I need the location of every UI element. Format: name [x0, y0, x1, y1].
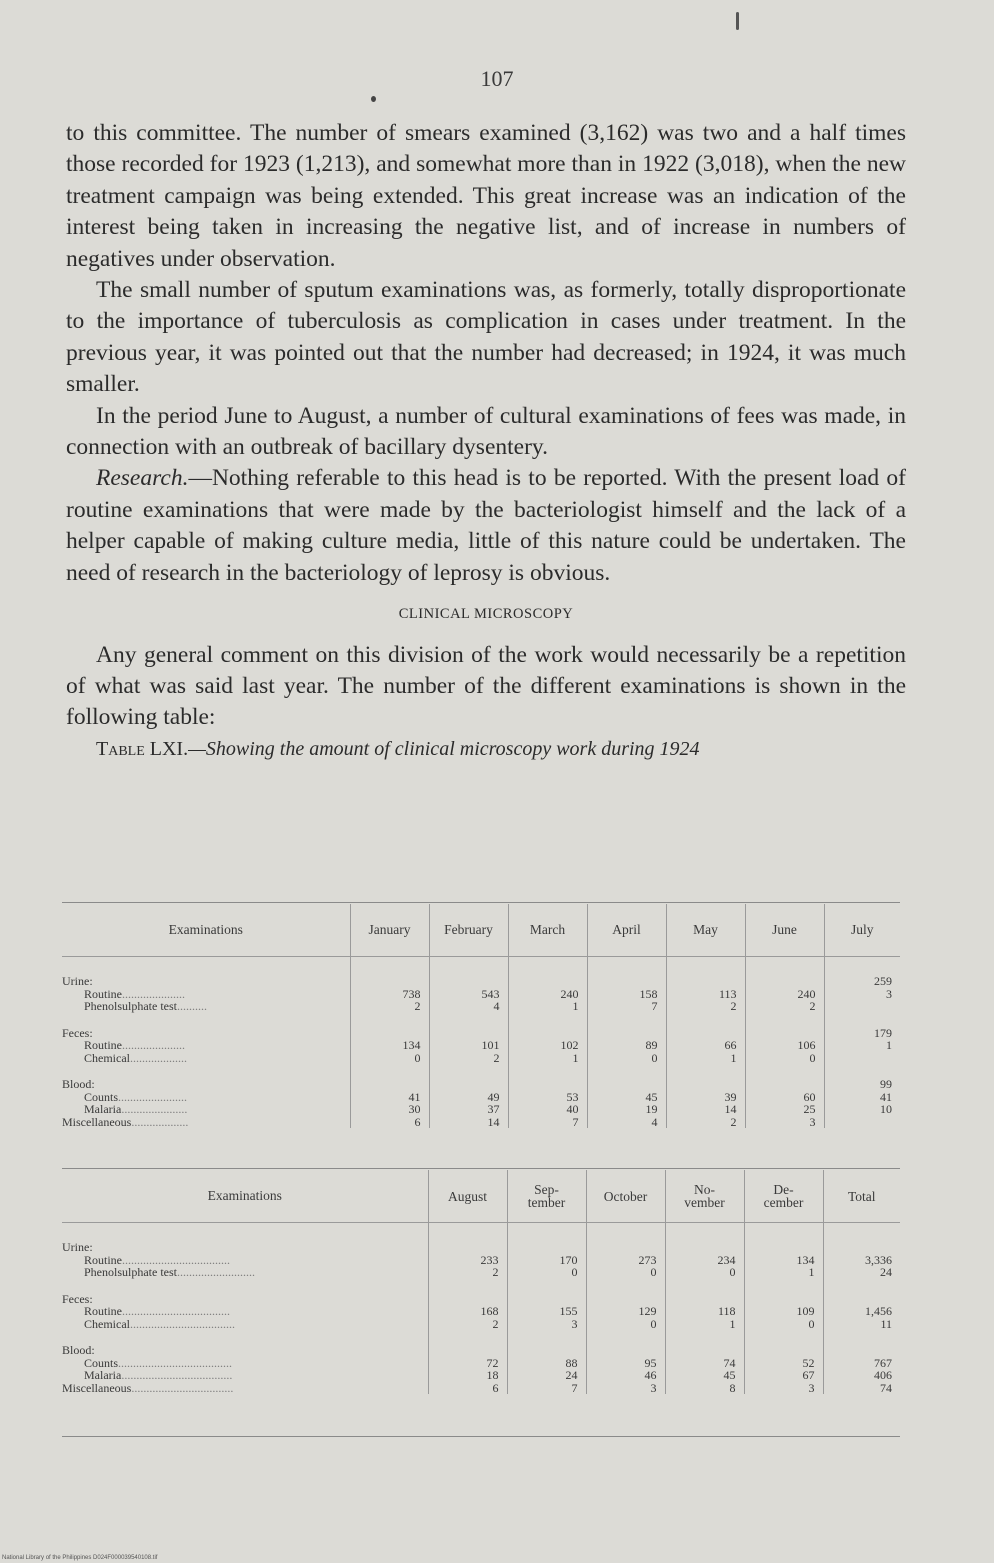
data-cell: 1,456 11 — [823, 1279, 900, 1331]
column-header: February — [429, 904, 508, 957]
data-cell: 113 2 — [666, 957, 745, 1013]
row-label: Counts....................... — [84, 1090, 188, 1103]
data-cell: 134 1 — [744, 1223, 823, 1279]
table-row-feces — [62, 1279, 900, 1331]
data-cell: 74 45 8 — [665, 1330, 744, 1394]
data-cell: 234 0 — [665, 1223, 744, 1279]
table-top-rule — [62, 902, 900, 903]
row-label-cell — [62, 1013, 350, 1065]
row-label: Blood: — [62, 1344, 95, 1357]
page-number: 107 — [480, 66, 514, 91]
data-cell: 88 24 7 — [507, 1330, 586, 1394]
table-caption — [66, 734, 906, 765]
data-cell: 106 0 — [745, 1013, 824, 1065]
table-bottom-rule — [62, 1436, 900, 1437]
data-cell: 99 41 10 — [824, 1064, 900, 1128]
data-cell: 109 0 — [744, 1279, 823, 1331]
paragraph: The small number of sputum examinations was, as formerly, totally disproportionate to the importance of tuberculosis as complication in cases under treatment. In the previous year, it was pointed out that the number had decreased; in 1924, it was much smaller. — [66, 277, 906, 398]
row-label-cell — [62, 1330, 428, 1394]
row-label: Routine.................................... — [84, 1253, 230, 1266]
row-label: Miscellaneous................... — [62, 1115, 189, 1128]
data-cell: 738 2 — [350, 957, 429, 1013]
column-header: August — [428, 1170, 507, 1223]
data-cell: 3,336 24 — [823, 1223, 900, 1279]
row-label: Urine: — [62, 975, 93, 988]
row-label: Chemical................................... — [84, 1317, 235, 1330]
row-label: Routine.................................... — [84, 1305, 230, 1318]
data-cell: 168 2 — [428, 1279, 507, 1331]
scan-footer-id: National Library of the Philippines D024F000039540108.tif — [2, 1555, 158, 1561]
data-cell: 240 1 — [508, 957, 587, 1013]
column-header: No- vember — [665, 1170, 744, 1223]
table-jan-jul — [62, 904, 900, 1128]
column-header: De- cember — [744, 1170, 823, 1223]
row-label: Routine..................... — [84, 1039, 185, 1052]
row-label: Feces: — [62, 1292, 93, 1305]
data-cell: 102 1 — [508, 1013, 587, 1065]
row-label-cell — [62, 1064, 350, 1128]
column-header: Sep- tember — [507, 1170, 586, 1223]
table-row-blood — [62, 1064, 900, 1128]
data-cell: 49 37 14 — [429, 1064, 508, 1128]
paragraph: In the period June to August, a number of cultural examinations of fees was made, in connection with an outbreak of bacillary dysentery. — [66, 402, 906, 461]
row-label: Feces: — [62, 1026, 93, 1039]
data-cell: 767 406 74 — [823, 1330, 900, 1394]
row-label: Miscellaneous.................................. — [62, 1381, 234, 1394]
body-text — [66, 118, 906, 765]
data-cell: 155 3 — [507, 1279, 586, 1331]
data-cell: 45 19 4 — [587, 1064, 666, 1128]
table-caption-title: —Showing the amount of clinical microscopy work during 1924 — [188, 737, 700, 760]
table-row-feces — [62, 1013, 900, 1065]
data-cell: 134 0 — [350, 1013, 429, 1065]
column-header: Examinations — [62, 1170, 428, 1223]
row-label: Blood: — [62, 1078, 95, 1091]
data-cell: 66 1 — [666, 1013, 745, 1065]
data-cell: 41 30 6 — [350, 1064, 429, 1128]
column-header: October — [586, 1170, 665, 1223]
row-label-cell — [62, 957, 350, 1013]
ink-speck — [736, 12, 739, 30]
column-header: Examinations — [62, 904, 350, 957]
section-heading: CLINICAL MICROSCOPY — [398, 606, 574, 623]
column-header: Total — [823, 1170, 900, 1223]
table-caption-label: Table LXI. — [96, 737, 189, 760]
data-cell: 53 40 7 — [508, 1064, 587, 1128]
data-cell: 89 0 — [587, 1013, 666, 1065]
data-cell: 95 46 3 — [586, 1330, 665, 1394]
column-header: April — [587, 904, 666, 957]
data-cell: 60 25 3 — [745, 1064, 824, 1128]
data-cell: 101 2 — [429, 1013, 508, 1065]
column-header: January — [350, 904, 429, 957]
table-aug-total — [62, 1170, 900, 1394]
data-cell: 240 2 — [745, 957, 824, 1013]
row-label-cell — [62, 1223, 428, 1279]
column-header: May — [666, 904, 745, 957]
column-header: March — [508, 904, 587, 957]
row-label: Counts...................................... — [84, 1356, 233, 1369]
data-cell: 118 1 — [665, 1279, 744, 1331]
data-cell: 259 3 — [824, 957, 900, 1013]
research-text: —Nothing referable to this head is to be reported. With the present load of routine examinations that were made by the bacteriologist himself and the lack of a helper capable of making culture media, little of this nature could be undertaken. The need of research in the bacteriology of leprosy is obvious. — [66, 465, 906, 586]
table-row-urine — [62, 1223, 900, 1279]
column-header: June — [745, 904, 824, 957]
data-cell: 543 4 — [429, 957, 508, 1013]
table-header-row — [62, 904, 900, 957]
paragraph: to this committee. The number of smears examined (3,162) was two and a half times those recorded for 1923 (1,213), and somewhat more than in 1922 (3,018), when the new treatment campaign was being extended. This great increase was an indication of the interest being taken in increasing the negative list, and of increase in numbers of negatives under observation. — [66, 120, 906, 272]
row-label: Urine: — [62, 1241, 93, 1254]
data-cell: 170 0 — [507, 1223, 586, 1279]
row-label: Malaria..................................... — [84, 1369, 233, 1382]
research-lead: Research. — [96, 465, 189, 492]
paragraph — [66, 463, 906, 589]
data-cell: 129 0 — [586, 1279, 665, 1331]
data-cell: 273 0 — [586, 1223, 665, 1279]
table-row-urine — [62, 957, 900, 1013]
paragraph: Any general comment on this division of the work would necessarily be a repetition of what was said last year. The number of the different examinations is shown in the following table: — [66, 641, 906, 731]
row-label: Phenolsulphate test.......................... — [84, 1266, 255, 1279]
data-cell: 158 7 — [587, 957, 666, 1013]
ink-speck — [371, 96, 376, 102]
table-row-blood — [62, 1330, 900, 1394]
table-divider-rule — [62, 1168, 900, 1169]
row-label: Malaria...................... — [84, 1103, 188, 1116]
data-cell: 72 18 6 — [428, 1330, 507, 1394]
data-cell: 233 2 — [428, 1223, 507, 1279]
row-label: Chemical................... — [84, 1051, 187, 1064]
row-label: Phenolsulphate test.......... — [84, 1000, 207, 1013]
data-cell: 39 14 2 — [666, 1064, 745, 1128]
column-header: July — [824, 904, 900, 957]
data-cell: 179 1 — [824, 1013, 900, 1065]
row-label: Routine..................... — [84, 987, 185, 1000]
row-label-cell — [62, 1279, 428, 1331]
data-cell: 52 67 3 — [744, 1330, 823, 1394]
table-header-row — [62, 1170, 900, 1223]
